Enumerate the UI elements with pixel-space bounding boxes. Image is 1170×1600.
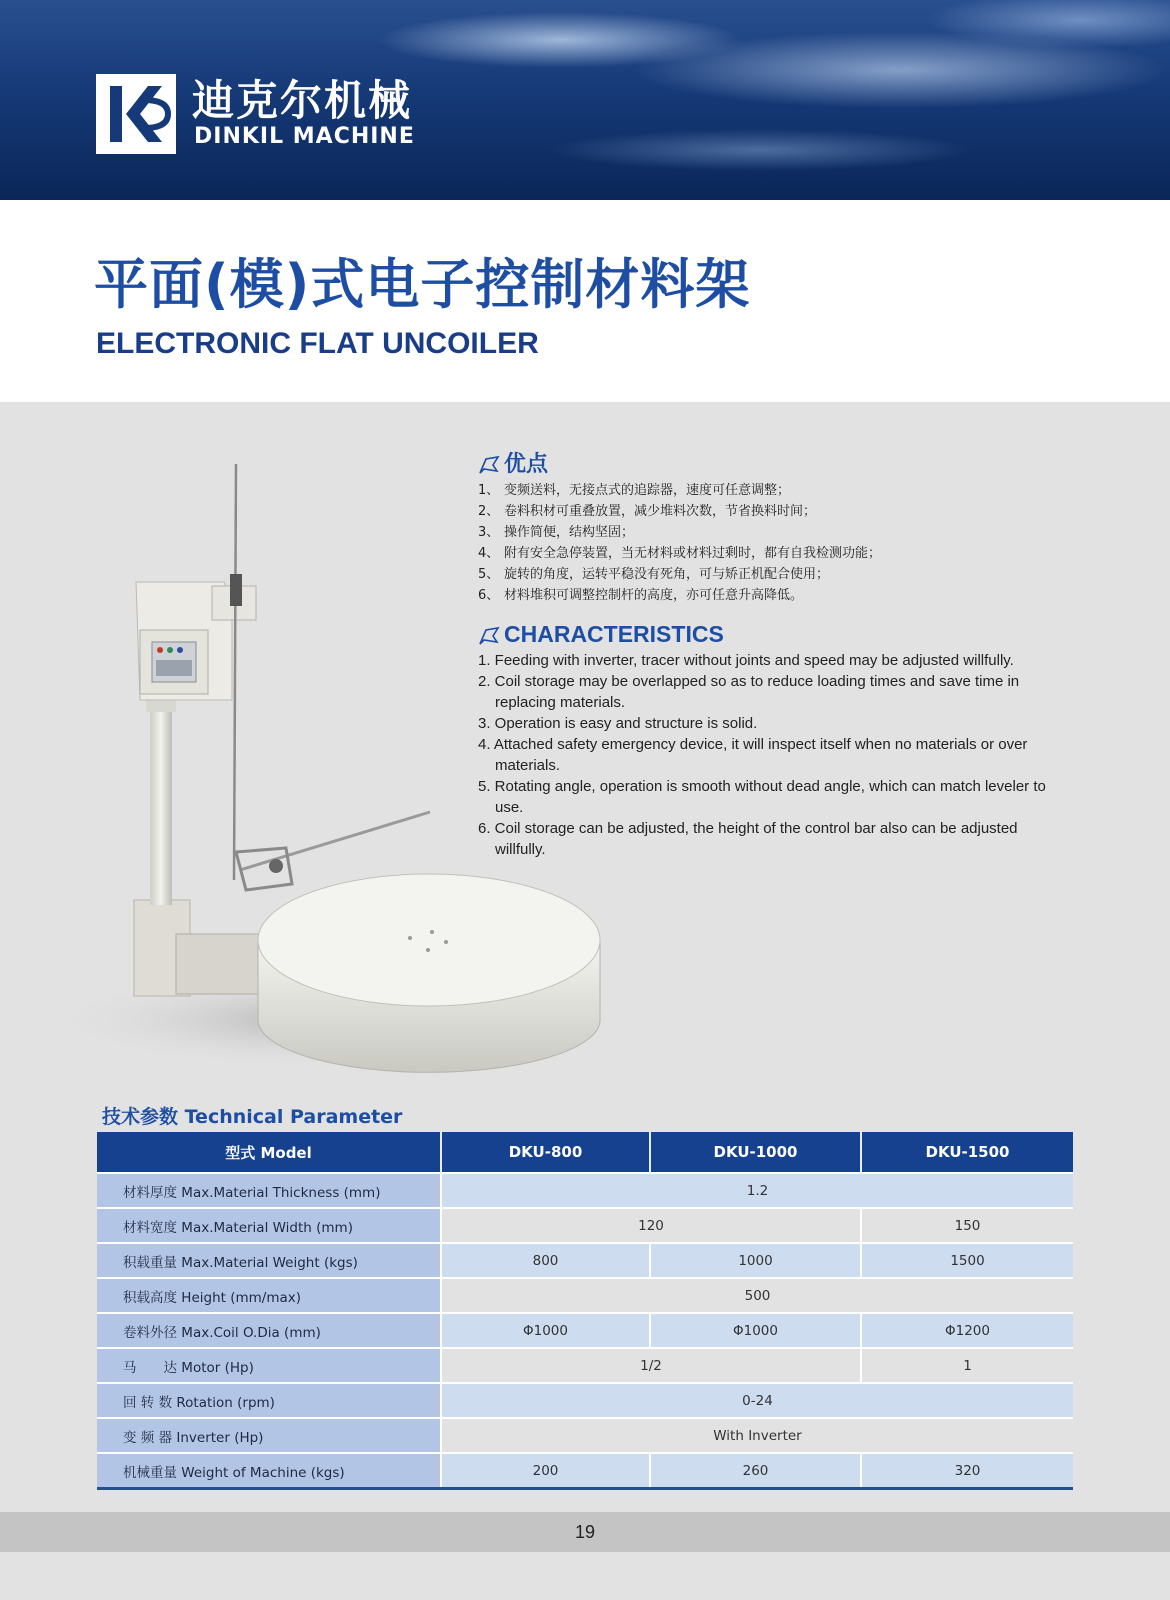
- table-row: [97, 1208, 1073, 1243]
- table-row: [97, 1173, 1073, 1208]
- flag-icon: [478, 626, 500, 646]
- column-header-dku-1500: DKU-1500: [861, 1132, 1073, 1173]
- item-text: 附有安全急停装置，当无材料或材料过剩时，都有自我检测功能；: [504, 546, 882, 561]
- table-cell: Φ1000: [441, 1313, 650, 1348]
- item-number: 5、: [478, 567, 500, 582]
- brand-name-en: DINKIL MACHINE: [194, 124, 415, 149]
- table-row: [97, 1278, 1073, 1313]
- tech-parameter-heading: 技术参数 Technical Parameter: [102, 1106, 403, 1128]
- item-number: 1、: [478, 483, 500, 498]
- list-item: 6. Coil storage can be adjusted, the height of the control bar also can be adjusted willfully.: [478, 820, 1018, 858]
- header-banner: [0, 0, 1170, 200]
- dk-logo-icon: [96, 74, 176, 154]
- list-item: [478, 522, 881, 543]
- list-item: [478, 543, 881, 564]
- advantages-heading: [478, 447, 548, 478]
- list-item: 5. Rotating angle, operation is smooth without dead angle, which can match leveler to use.: [478, 778, 1046, 816]
- column-header-dku-800: DKU-800: [441, 1132, 650, 1173]
- characteristics-heading-text: CHARACTERISTICS: [504, 621, 724, 647]
- table-cell: 1.2: [441, 1173, 1073, 1208]
- row-label: 积载重量 Max.Material Weight (kgs): [97, 1243, 441, 1278]
- table-cell: 0-24: [441, 1383, 1073, 1418]
- table-cell: 800: [441, 1243, 650, 1278]
- table-cell: 1000: [650, 1243, 861, 1278]
- list-item: [478, 585, 881, 606]
- list-item: 3. Operation is easy and structure is solid.: [478, 715, 758, 732]
- item-text: 旋转的角度，运转平稳没有死角，可与矫正机配合使用；: [504, 567, 830, 582]
- item-text: 变频送料，无接点式的追踪器，速度可任意调整；: [504, 483, 791, 498]
- table-row: [97, 1453, 1073, 1489]
- row-label: 回 转 数 Rotation (rpm): [97, 1383, 441, 1418]
- table-row: [97, 1383, 1073, 1418]
- table-cell: 260: [650, 1453, 861, 1489]
- row-label: 材料宽度 Max.Material Width (mm): [97, 1208, 441, 1243]
- characteristics-heading: [478, 621, 724, 648]
- table-cell: 120: [441, 1208, 861, 1243]
- item-number: 3、: [478, 525, 500, 540]
- column-header-model: 型式 Model: [97, 1132, 441, 1173]
- row-label: 变 频 器 Inverter (Hp): [97, 1418, 441, 1453]
- table-cell: 1/2: [441, 1348, 861, 1383]
- table-cell: 320: [861, 1453, 1073, 1489]
- list-item: 2. Coil storage may be overlapped so as to reduce loading times and save time in replacing materials.: [478, 673, 1020, 711]
- flag-icon: [478, 455, 500, 475]
- table-row: [97, 1348, 1073, 1383]
- item-text: 操作简便，结构坚固；: [504, 525, 635, 540]
- row-label: 积载高度 Height (mm/max): [97, 1278, 441, 1313]
- page-footer: [0, 1512, 1170, 1552]
- advantages-heading-text: 优点: [504, 452, 549, 477]
- tech-parameter-table: [97, 1132, 1073, 1490]
- row-label: 机械重量 Weight of Machine (kgs): [97, 1453, 441, 1489]
- list-item: [478, 564, 881, 585]
- item-number: 6、: [478, 588, 500, 603]
- table-cell: 500: [441, 1278, 1073, 1313]
- list-item: 1. Feeding with inverter, tracer without joints and speed may be adjusted willfully.: [478, 652, 1014, 669]
- table-cell: Φ1200: [861, 1313, 1073, 1348]
- advantages-list: [478, 480, 881, 606]
- list-item: [478, 501, 881, 522]
- row-label: 材料厚度 Max.Material Thickness (mm): [97, 1173, 441, 1208]
- item-text: 卷料积材可重叠放置，减少堆料次数，节省换料时间；: [504, 504, 817, 519]
- table-cell: 1500: [861, 1243, 1073, 1278]
- page-title-cn: 平面(模)式电子控制材料架: [94, 253, 751, 316]
- brand-name-cn: 迪克尔机械: [192, 76, 413, 125]
- row-label: 马 达 Motor (Hp): [97, 1348, 441, 1383]
- table-row: [97, 1313, 1073, 1348]
- page-title-en: ELECTRONIC FLAT UNCOILER: [96, 327, 539, 360]
- item-number: 4、: [478, 546, 500, 561]
- table-cell: 200: [441, 1453, 650, 1489]
- table-cell: With Inverter: [441, 1418, 1073, 1453]
- column-header-dku-1000: DKU-1000: [650, 1132, 861, 1173]
- table-row: [97, 1418, 1073, 1453]
- row-label: 卷料外径 Max.Coil O.Dia (mm): [97, 1313, 441, 1348]
- list-item: [478, 480, 881, 501]
- table-row: [97, 1243, 1073, 1278]
- item-text: 材料堆积可调整控制杆的高度，亦可任意升高降低。: [504, 588, 804, 603]
- characteristics-list: [478, 650, 1058, 860]
- list-item: 4. Attached safety emergency device, it will inspect itself when no materials or over materials.: [478, 736, 1028, 774]
- table-cell: 1: [861, 1348, 1073, 1383]
- title-area: [0, 200, 1170, 402]
- table-header-row: [97, 1132, 1073, 1173]
- page-number: 19: [574, 1522, 596, 1542]
- table-cell: 150: [861, 1208, 1073, 1243]
- item-number: 2、: [478, 504, 500, 519]
- table-cell: Φ1000: [650, 1313, 861, 1348]
